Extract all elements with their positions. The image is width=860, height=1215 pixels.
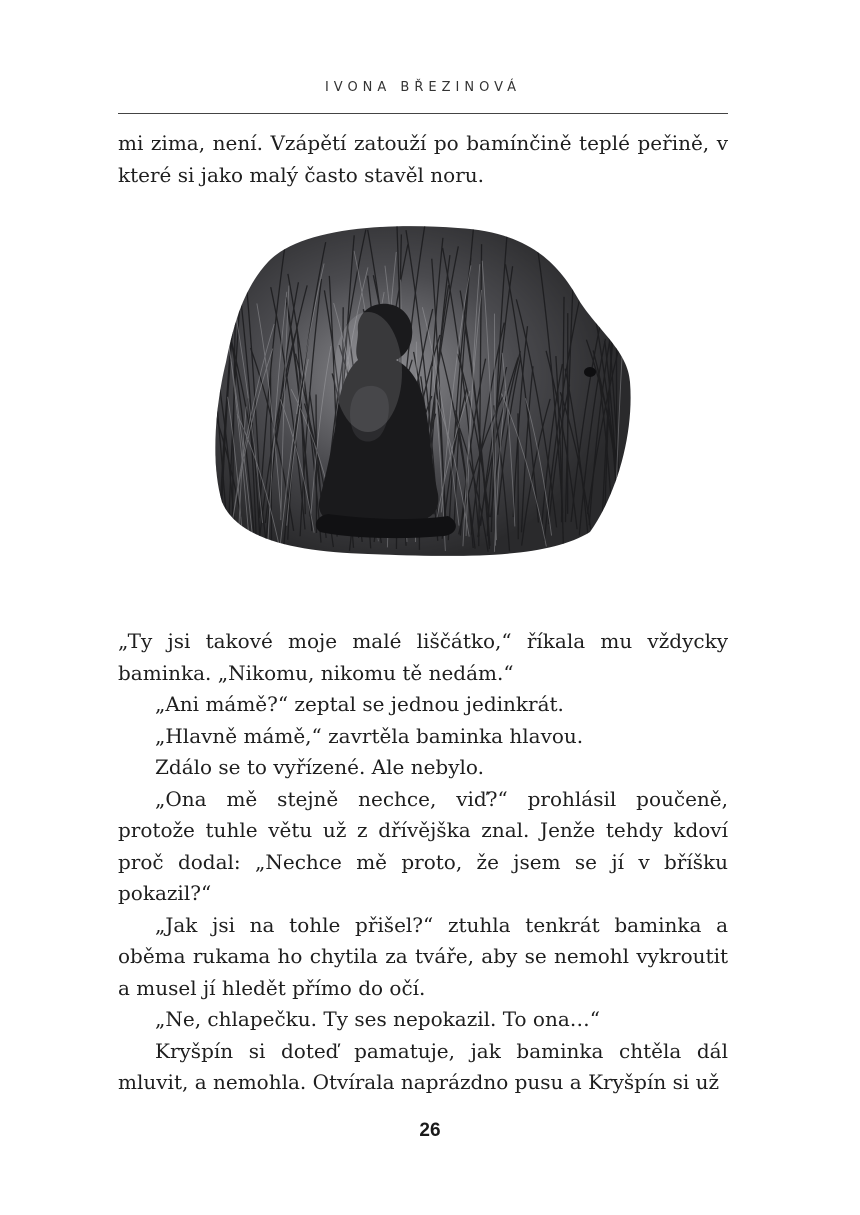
paragraph: „Ty jsi takové moje malé liščátko,“ říkala mu vždycky baminka. „Nikomu, nikomu tě nedám.“ [118, 629, 728, 685]
main-text-block [118, 626, 728, 1099]
running-head: IVONA BŘEZINOVÁ [324, 80, 522, 95]
paragraph: „Ona mě stejně nechce, viď?“ prohlásil poučeně, protože tuhle větu už z dřívějška znal. Jenže tehdy kdoví proč dodal: „Nechce mě proto, že jsem se jí v bříšku pokazil?“ [118, 786, 728, 905]
paragraph: Kryšpín si doteď pamatuje, jak baminka chtěla dál mluvit, a nemohla. Otvírala naprázdno pusu a Kryšpín si už [118, 1038, 728, 1094]
grass-stroke [208, 297, 216, 540]
paragraph: mi zima, není. Vzápětí zatouží po bamínčině teplé peřině, v které si jako malý často stavěl noru. [118, 131, 728, 187]
paragraph: „Ne, chlapečku. Ty ses nepokazil. To ona…“ [155, 1007, 600, 1031]
grass-stroke [627, 413, 636, 552]
paragraph: Zdálo se to vyřízené. Ale nebylo. [155, 755, 484, 779]
paragraph: „Jak jsi na tohle přišel?“ ztuhla tenkrát baminka a oběma rukama ho chytila za tváře, aby se nemohl vykroutit a musel jí hledět přímo do očí. [118, 912, 728, 1000]
page-number: 26 [419, 1120, 441, 1141]
crouching-boy-in-grass-illustration [208, 222, 636, 562]
grass-stroke [208, 398, 214, 542]
grass-stroke [208, 268, 210, 513]
top-text-block [118, 128, 728, 191]
paragraph: „Ani mámě?“ zeptal se jednou jedinkrát. [155, 692, 564, 716]
paragraph: „Hlavně mámě,“ zavrtěla baminka hlavou. [155, 723, 584, 748]
header-rule [118, 113, 728, 114]
